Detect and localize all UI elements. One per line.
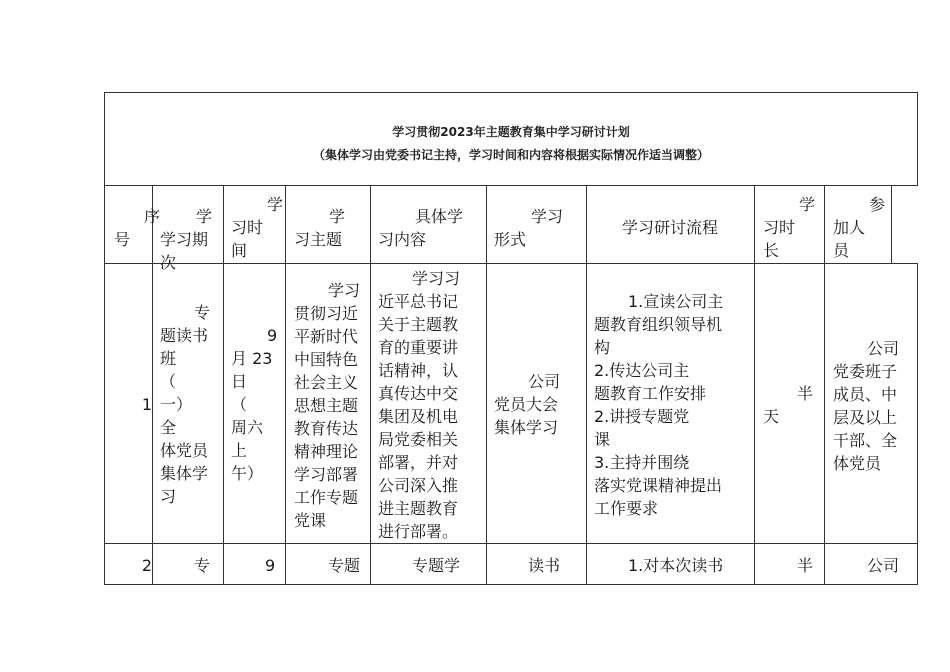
row1-duration: 半 天 [763, 384, 814, 426]
header-content: 具体学 习内容 [378, 207, 464, 249]
row1-topic: 学习 贯彻习近 平新时代 中国特色 社会主义 思想主题 教育传达 精神理论 学习部署 工作专题 党课 [294, 281, 361, 530]
header-seq: 序 号 [114, 207, 161, 249]
row2-process: 1.对本次读书 [628, 556, 724, 575]
row1-participants: 公司 党委班子 成员、中 层及以上 干部、全 体党员 [833, 339, 900, 473]
row1-process: 1.宣读公司主 题教育组织领导机 构 2.传达公司主 题教育工作安排 2.讲授专题党 课 3.主持并围绕 落实党课精神提出 工作要求 [594, 292, 724, 518]
row2-time: 9 [265, 556, 276, 575]
row1-time: 9 月 23 日 （ 周六 上 午） [231, 326, 278, 483]
plan-subtitle: （集体学习由党委书记主持，学习时间和内容将根据实际情况作适当调整） [312, 148, 709, 162]
row2-duration: 半 [797, 556, 814, 575]
row1-seq: 1 [141, 395, 152, 414]
header-session: 学 学习期次 [160, 207, 213, 272]
header-duration: 学 习时 长 [763, 195, 816, 260]
row1-session: 专 题读书 班 （ 一） 全 体党员 集体学 习 [160, 303, 211, 506]
row2-form: 读书 [528, 556, 561, 575]
header-form: 学习 形式 [494, 207, 564, 249]
row1-form: 公司 党员大会 集体学习 [494, 372, 561, 437]
header-participants: 参 加人 员 [833, 195, 886, 260]
plan-title-box [104, 92, 918, 186]
row2-topic: 专题 [328, 556, 361, 575]
header-topic: 学 习主题 [294, 207, 346, 249]
row2-participants: 公司 [867, 556, 900, 575]
row1-content: 学习习 近平总书记 关于主题教 育的重要讲 话精神，认 真传达中交 集团及机电 局党委相关 部署，并对 公司深入推 进主题教育 进行部署。 [378, 269, 461, 541]
row2-session: 专 [194, 556, 211, 575]
header-process: 学习研讨流程 [621, 218, 718, 237]
header-time: 学 习时 间 [231, 195, 284, 260]
plan-title: 学习贯彻2023年主题教育集中学习研讨计划 [392, 125, 630, 139]
row2-seq: 2 [141, 556, 152, 575]
row2-content: 专题学 [412, 556, 461, 575]
